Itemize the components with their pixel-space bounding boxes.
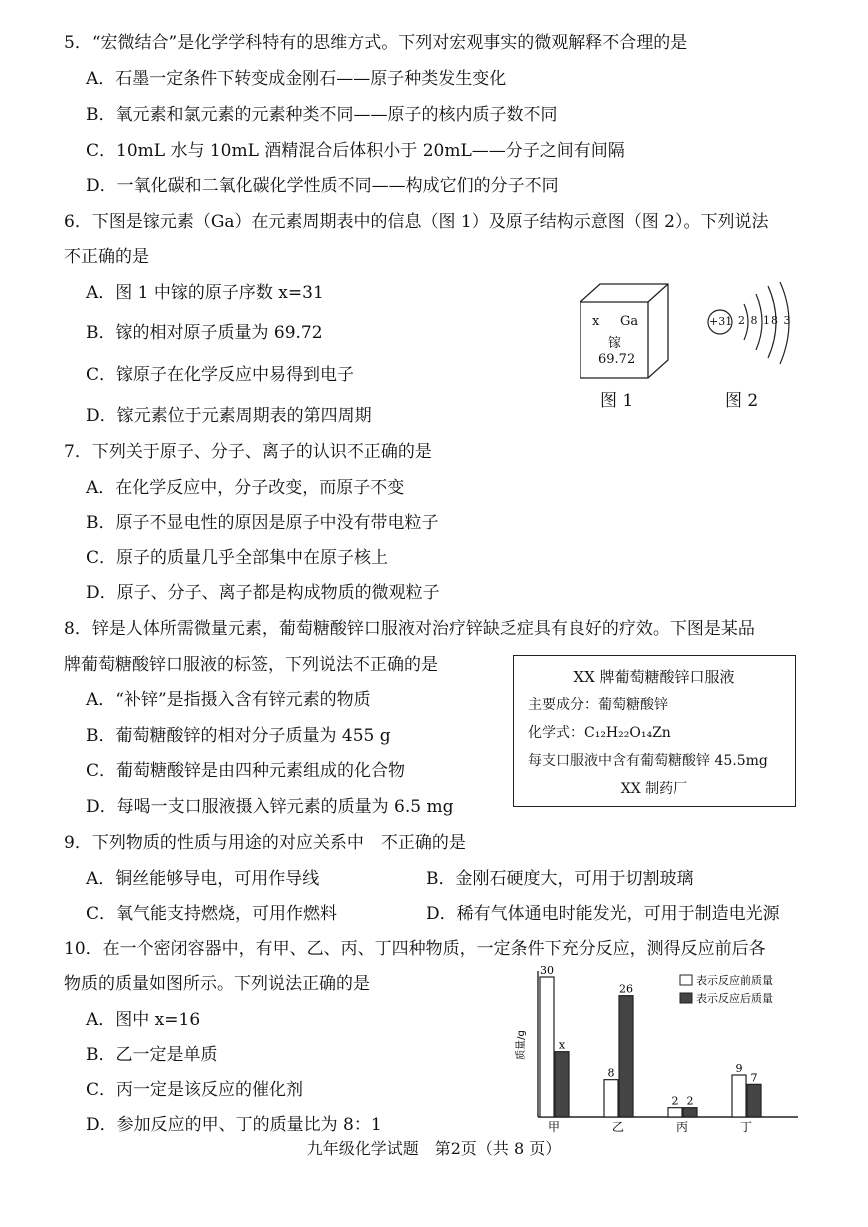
q8-stem-line1: 8．锌是人体所需微量元素，葡萄糖酸锌口服液对治疗锌缺乏症具有良好的疗效。下图是某品 — [64, 619, 755, 639]
q10-option-b: B．乙一定是单质 — [86, 1045, 218, 1065]
cube-element-name: 镓 — [608, 336, 622, 351]
q8-stem-line2: 牌葡萄糖酸锌口服液的标签，下列说法不正确的是 — [64, 655, 438, 675]
medicine-label-ingredient: 主要成分：葡萄糖酸锌 — [528, 697, 668, 713]
atom-drawing — [700, 282, 800, 382]
medicine-label-title: XX 牌葡萄糖酸锌口服液 — [573, 668, 735, 686]
bar-before-0 — [540, 977, 554, 1117]
q8-option-d: D．每喝一支口服液摄入锌元素的质量为 6.5 mg — [86, 797, 454, 817]
q9-option-a: A．铜丝能够导电，可用作导线 — [86, 869, 320, 889]
cube-atomic-number: x — [592, 314, 600, 329]
bar-label-before-0: 30 — [540, 965, 554, 977]
q5-stem: 5．“宏微结合”是化学学科特有的思维方式。下列对宏观事实的微观解释不合理的是 — [64, 33, 688, 53]
bar-before-3 — [732, 1075, 746, 1117]
q5-option-a: A．石墨一定条件下转变成金刚石——原子种类发生变化 — [86, 69, 507, 89]
medicine-label-formula: 化学式：C₁₂H₂₂O₁₄Zn — [528, 725, 671, 741]
cube-drawing — [580, 282, 670, 382]
q8-option-a: A．“补锌”是指摄入含有锌元素的物质 — [86, 690, 371, 710]
figure-1-periodic-cell — [580, 282, 670, 382]
legend-swatch-1 — [680, 993, 692, 1003]
q9-stem: 9．下列物质的性质与用途的对应关系中 不正确的是 — [64, 833, 466, 853]
bar-label-after-1: 26 — [619, 982, 633, 996]
q5-option-b: B．氧元素和氯元素的元素种类不同——原子的核内质子数不同 — [86, 105, 558, 125]
medicine-label — [513, 655, 796, 807]
bar-before-1 — [604, 1080, 618, 1117]
x-tick-label-1: 乙 — [611, 1120, 625, 1134]
q7-option-d: D．原子、分子、离子都是构成物质的微观粒子 — [86, 583, 440, 603]
q6-option-b: B．镓的相对原子质量为 69.72 — [86, 323, 323, 343]
atom-shell-electrons: 2 8 18 3 — [738, 314, 792, 327]
figure-2-caption: 图 2 — [725, 391, 759, 411]
atom-nucleus-charge: +31 — [709, 315, 733, 328]
q5-option-d: D．一氧化碳和二氧化碳化学性质不同——构成它们的分子不同 — [86, 176, 559, 196]
q5-option-c: C．10mL 水与 10mL 酒精混合后体积小于 20mL——分子之间有间隔 — [86, 141, 625, 161]
q9-option-c: C．氧气能支持燃烧，可用作燃料 — [86, 904, 338, 924]
x-tick-label-3: 丁 — [739, 1120, 753, 1134]
q9-option-b: B．金刚石硬度大，可用于切割玻璃 — [426, 869, 694, 889]
cube-atomic-mass: 69.72 — [598, 352, 636, 367]
legend-label-0: 表示反应前质量 — [696, 974, 773, 987]
legend-swatch-0 — [680, 975, 692, 985]
q8-option-c: C．葡萄糖酸锌是由四种元素组成的化合物 — [86, 761, 406, 781]
q6-option-c: C．镓原子在化学反应中易得到电子 — [86, 365, 355, 385]
x-tick-label-0: 甲 — [547, 1120, 561, 1134]
q7-stem: 7．下列关于原子、分子、离子的认识不正确的是 — [64, 442, 432, 462]
bar-after-0 — [555, 1052, 569, 1117]
y-axis-label: 质量/g — [516, 1030, 527, 1060]
q10-stem-line1: 10．在一个密闭容器中，有甲、乙、丙、丁四种物质，一定条件下充分反应，测得反应前后各 — [64, 939, 766, 959]
q6-stem-line1: 6．下图是镓元素（Ga）在元素周期表中的信息（图 1）及原子结构示意图（图 2）。下列说法 — [64, 212, 769, 232]
page-footer: 九年级化学试题 第2页（共 8 页） — [306, 1139, 562, 1158]
q10-stem-line2: 物质的质量如图所示。下列说法正确的是 — [64, 974, 370, 994]
mass-bar-chart — [510, 965, 810, 1135]
bar-label-after-0: x — [558, 1038, 566, 1052]
bar-after-3 — [747, 1084, 761, 1117]
q7-option-b: B．原子不显电性的原因是原子中没有带电粒子 — [86, 513, 439, 533]
q6-option-d: D．镓元素位于元素周期表的第四周期 — [86, 406, 372, 426]
medicine-label-maker: XX 制药厂 — [620, 781, 688, 797]
medicine-label-content: 每支口服液中含有葡萄糖酸锌 45.5mg — [528, 753, 768, 769]
bar-before-2 — [668, 1108, 682, 1117]
legend-label-1: 表示反应后质量 — [696, 992, 773, 1005]
bar-label-before-2: 2 — [671, 1094, 679, 1108]
bar-after-2 — [683, 1108, 697, 1117]
q8-option-b: B．葡萄糖酸锌的相对分子质量为 455 g — [86, 726, 391, 746]
bar-label-before-3: 9 — [735, 1062, 743, 1075]
bar-after-1 — [619, 996, 633, 1117]
q6-stem-line2: 不正确的是 — [64, 247, 149, 267]
cube-symbol: Ga — [620, 314, 639, 329]
chart-svg — [510, 965, 810, 1135]
x-tick-label-2: 丙 — [675, 1120, 689, 1134]
bar-label-after-3: 7 — [750, 1071, 758, 1085]
q6-option-a: A．图 1 中镓的原子序数 x=31 — [86, 283, 324, 303]
q9-option-d: D．稀有气体通电时能发光，可用于制造电光源 — [426, 904, 780, 924]
figure-2-atom-structure — [700, 282, 800, 382]
bar-label-after-2: 2 — [686, 1094, 694, 1108]
q10-option-a: A．图中 x=16 — [86, 1010, 201, 1030]
q10-option-c: C．丙一定是该反应的催化剂 — [86, 1080, 304, 1100]
figure-1-caption: 图 1 — [600, 391, 634, 411]
q7-option-a: A．在化学反应中，分子改变，而原子不变 — [86, 478, 405, 498]
bar-label-before-1: 8 — [607, 1066, 615, 1080]
q7-option-c: C．原子的质量几乎全部集中在原子核上 — [86, 548, 389, 568]
q10-option-d: D．参加反应的甲、丁的质量比为 8：1 — [86, 1115, 382, 1135]
